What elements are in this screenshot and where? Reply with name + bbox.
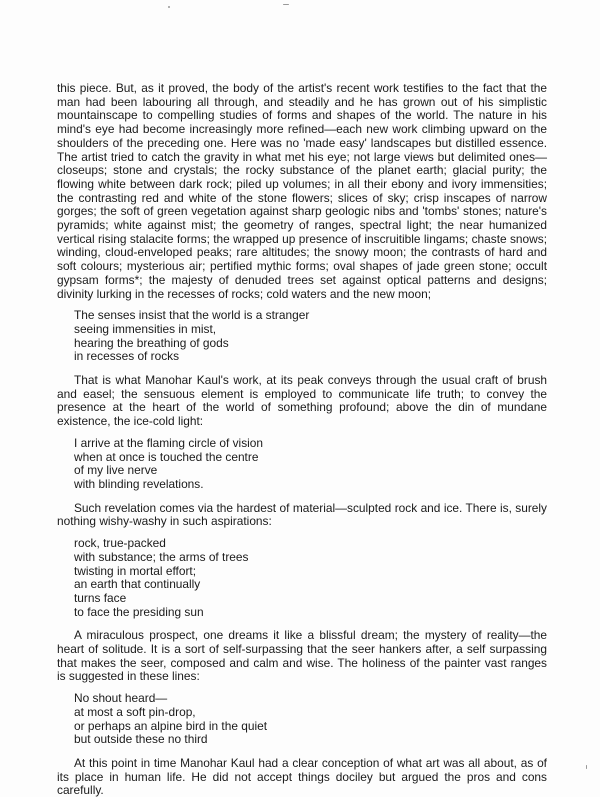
verse-line: rock, true-packed	[74, 536, 166, 551]
verse-line: of my live nerve	[74, 463, 158, 478]
scan-speck	[586, 765, 587, 769]
verse-line: to face the presiding sun	[74, 604, 204, 619]
verse-block	[74, 692, 547, 747]
body-paragraph: Such revelation comes via the hardest of material—sculpted rock and ice. There is, surely nothing wishy-washy in such aspirations:	[57, 500, 547, 529]
verse-line: The senses insist that the world is a stranger	[74, 308, 310, 323]
scan-speck	[168, 6, 170, 8]
body-paragraph: That is what Manohar Kaul's work, at its peak conveys through the usual craft of brush and easel; the sensuous element is employed to communicate life truth; to convey the presence at the heart of the world of something profound; above the din of mundane existence, the ice-cold light:	[57, 373, 547, 429]
verse-line: or perhaps an alpine bird in the quiet	[74, 718, 268, 733]
verse-line: an earth that continually	[74, 577, 201, 592]
verse-line: in recesses of rocks	[74, 349, 180, 364]
verse-line: at most a soft pin-drop,	[74, 704, 196, 719]
verse-block	[74, 309, 547, 364]
verse-line: with substance; the arms of trees	[74, 549, 249, 564]
verse-line: seeing immensities in mist,	[74, 321, 217, 336]
verse-line: when at once is touched the centre	[74, 449, 259, 464]
verse-line: with blinding revelations.	[74, 476, 204, 491]
text-column	[57, 82, 547, 806]
verse-line: hearing the breathing of gods	[74, 335, 229, 350]
verse-line: turns face	[74, 590, 127, 605]
verse-block	[74, 537, 547, 619]
scan-speck	[283, 4, 289, 5]
verse-line: twisting in mortal effort;	[74, 563, 197, 578]
verse-block	[74, 437, 547, 492]
body-paragraph: this piece. But, as it proved, the body of the artist's recent work testifies to the fact that the man had been labouring all through, and steadily and he has grown out of his simplistic mountainscape to compelling studies of forms and shapes of the world. The nature in his mind's eye had become increasingly more refined—each new work climbing upward on the shoulders of the preceding one. Here was no 'made easy' landscapes but distilled essence. The artist tried to catch the gravity in what met his eye; not large views but delimited ones—closeups; stone and crystals; the rocky substance of the planet earth; glacial purity; the flowing white between dark rock; piled up volumes; in all their ebony and ivory immensities; the contrasting red and white of the stone flowers; slices of sky; crisp inscapes of narrow gorges; the soft of green vegetation against sharp geologic nibs and 'tombs' stones; nature's pyramids; white against mist; the geometry of ranges, spectral light; the near humanized vertical rising stalacite forms; the wrapped up presence of inscruitible lingams; chaste snows; winding, cloud-enveloped peaks; rare altitudes; the snowy moon; the contrasts of hard and soft colours; mysterious air; pertified mythic forms; oval shapes of jade green stone; occult gypsam forms*; the majesty of denuded trees set against optical patterns and designs; divinity lurking in the recesses of rocks; cold waters and the new moon;	[57, 81, 547, 301]
body-paragraph: At this point in time Manohar Kaul had a clear conception of what art was all about, as of its place in human life. He did not accept things dociley but argued the pros and cons carefully.	[57, 755, 547, 798]
verse-line: No shout heard—	[74, 691, 168, 706]
body-paragraph: A miraculous prospect, one dreams it like a blissful dream; the mystery of reality—the heart of solitude. It is a sort of self-surpassing that the seer hankers after, a self surpassing that makes the seer, composed and calm and wise. The holiness of the painter vast ranges is suggested in these lines:	[57, 628, 547, 684]
verse-line: but outside these no third	[74, 732, 208, 747]
verse-line: I arrive at the flaming circle of vision	[74, 435, 264, 450]
